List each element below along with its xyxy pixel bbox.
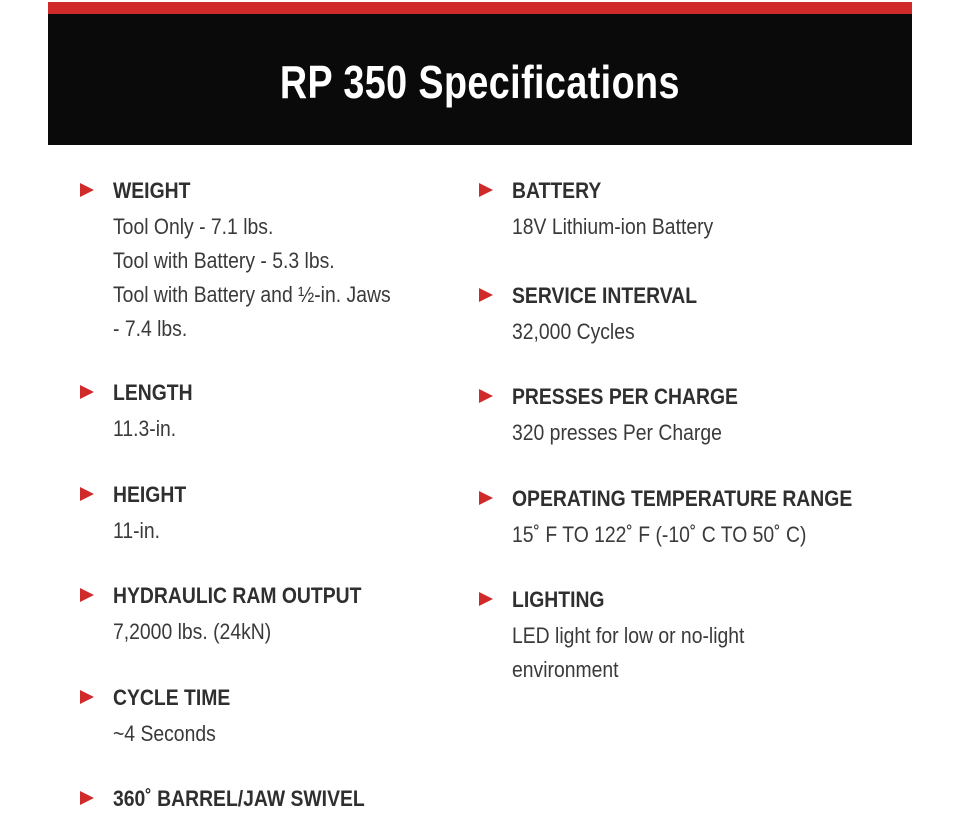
spec-value-line: 320 presses Per Charge [512, 420, 722, 445]
spec-value-line: 11.3-in. [113, 416, 177, 441]
red-arrow-icon [80, 487, 94, 501]
spec-value [113, 412, 421, 446]
spec-heading: PRESSES PER CHARGE [512, 384, 738, 409]
spec-heading: OPERATING TEMPERATURE RANGE [512, 486, 853, 511]
red-arrow-icon [80, 791, 94, 805]
spec-value [113, 210, 421, 346]
red-arrow-icon [80, 690, 94, 704]
spec-value-line: 15˚ F TO 122˚ F (-10˚ C TO 50˚ C) [512, 522, 807, 547]
spec-value-line: Tool with Battery - 5.3 lbs. [113, 248, 335, 273]
spec-value [512, 210, 820, 244]
spec-value [512, 518, 820, 552]
red-arrow-icon [80, 183, 94, 197]
header-banner [48, 14, 912, 145]
spec-weight [80, 178, 480, 346]
spec-value-line: ~4 Seconds [113, 721, 216, 746]
spec-cycle-time [80, 685, 480, 751]
top-accent-stripe [48, 2, 912, 14]
spec-value [512, 619, 820, 687]
spec-battery [479, 178, 879, 244]
red-arrow-icon [479, 491, 493, 505]
spec-lighting [479, 587, 879, 687]
red-arrow-icon [479, 183, 493, 197]
spec-presses-per-charge [479, 384, 879, 450]
spec-value [512, 416, 820, 450]
spec-hydraulic-ram-output [80, 583, 480, 649]
spec-value-line: 11-in. [113, 518, 160, 543]
spec-operating-temperature-range [479, 486, 879, 552]
spec-heading: 360˚ BARREL/JAW SWIVEL [113, 786, 365, 811]
spec-value-line: - 7.4 lbs. [113, 316, 188, 341]
spec-heading: WEIGHT [113, 178, 191, 203]
spec-heading: CYCLE TIME [113, 685, 231, 710]
spec-value [113, 615, 421, 649]
page-title: RP 350 Specifications [280, 55, 680, 108]
red-arrow-icon [479, 389, 493, 403]
spec-heading: SERVICE INTERVAL [512, 283, 698, 308]
red-arrow-icon [479, 592, 493, 606]
spec-heading: LENGTH [113, 380, 193, 405]
spec-service-interval [479, 283, 879, 349]
spec-barrel-jaw-swivel [80, 786, 480, 812]
spec-value-line: Tool Only - 7.1 lbs. [113, 214, 274, 239]
spec-value [113, 514, 421, 548]
spec-heading: LIGHTING [512, 587, 605, 612]
spec-value-line: LED light for low or no-light [512, 623, 745, 648]
spec-value [113, 717, 421, 751]
spec-value-line: 18V Lithium-ion Battery [512, 214, 714, 239]
spec-heading: BATTERY [512, 178, 602, 203]
red-arrow-icon [80, 385, 94, 399]
spec-heading: HYDRAULIC RAM OUTPUT [113, 583, 362, 608]
spec-value-line: environment [512, 657, 619, 682]
red-arrow-icon [479, 288, 493, 302]
spec-heading: HEIGHT [113, 482, 187, 507]
spec-value-line: Tool with Battery and ½-in. Jaws [113, 282, 391, 307]
spec-value-line: 7,2000 lbs. (24kN) [113, 619, 272, 644]
spec-length [80, 380, 480, 446]
red-arrow-icon [80, 588, 94, 602]
spec-value [512, 315, 820, 349]
spec-value-line: 32,000 Cycles [512, 319, 635, 344]
spec-height [80, 482, 480, 548]
